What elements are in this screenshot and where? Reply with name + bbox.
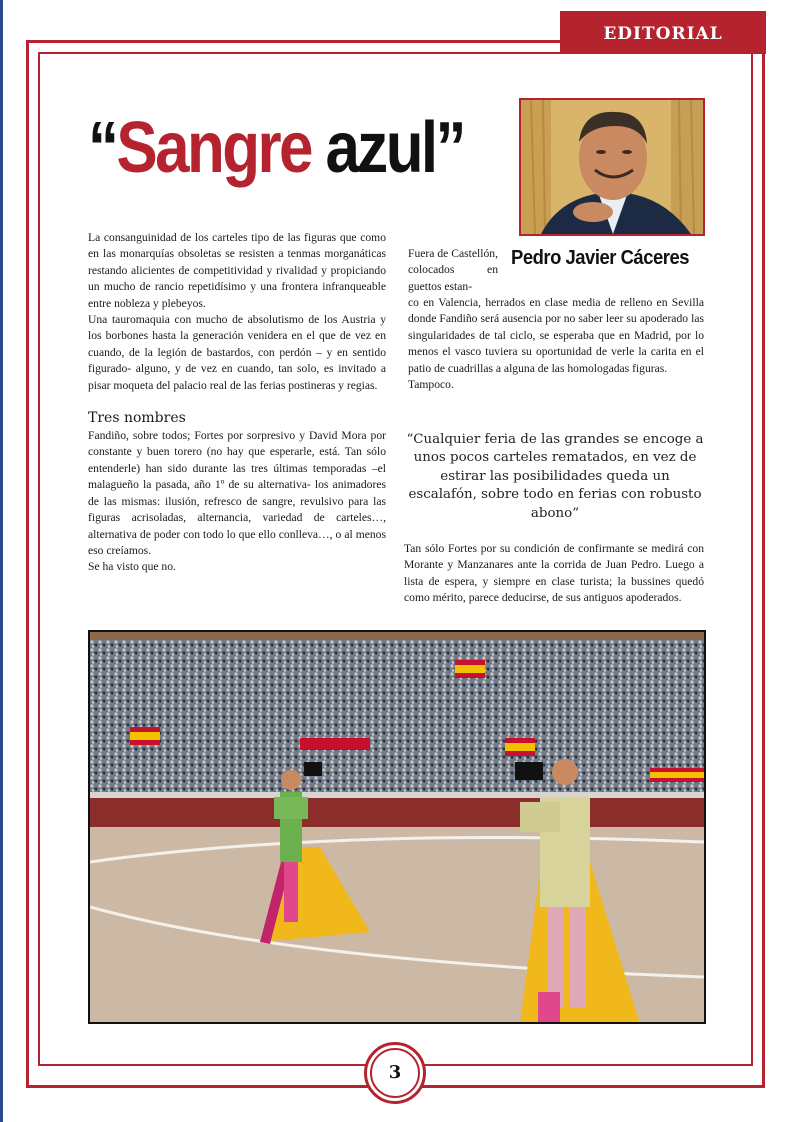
paragraph: Una tauromaquia con mucho de absolutismo de los Austria y los borbones hasta la generación venidera en el que de vez en cuando, de la legión de bastardos, con perdón – y en sentido figurado- alguno, y de vez en cuando, tan solo, es invitado a pisar moqueta del palacio real de las ferias postineras y regias.: [88, 313, 386, 392]
page-edge-strip: [0, 0, 3, 1122]
paragraph: La consanguinidad de los carteles tipo de las figuras que como en las monarquías obsoletas se resisten a tenmas morganáticas restando alicientes de competitividad y rivalidad y propiciando un mucho de rancio repetidísimo y una frontera infranqueable entre nobleza y plebeyos.: [88, 231, 386, 310]
paragraph: Tan sólo Fortes por su condición de confirmante se medirá con Morante y Manzanares ante la corrida de Juan Pedro. Luego a lista de espera, y siempre en clase turista; la bussines quedó como mérito, parece deducirse, de sus antiguos apoderados.: [404, 542, 704, 605]
subheading: Tres nombres: [88, 410, 186, 427]
article-title: [88, 108, 464, 188]
section-tab: [560, 11, 766, 54]
paragraph: Tampoco.: [408, 378, 454, 392]
title-word-black: azul: [325, 108, 436, 188]
title-word-red: Sangre: [116, 108, 311, 188]
bullring-photo: [88, 630, 706, 1024]
paragraph: Se ha visto que no.: [88, 560, 176, 574]
title-quote-open: “: [88, 108, 117, 188]
title-quote-close: ”: [435, 108, 464, 188]
paragraph: co en Valencia, herrados en clase media de relleno en Sevilla donde Fandiño será ausencia por no saber leer su apoderado las singularidades de tal ciclo, se esperaba que en Madrid, por lo menos el vasco tuviera su oportunidad de verle la carita en el patio de cuadrillas a alguna de las homologadas figuras.: [408, 296, 704, 375]
page-number: 3: [370, 1048, 420, 1098]
column-left: [88, 230, 386, 576]
author-name: Pedro Javier Cáceres: [511, 247, 689, 269]
author-photo: [519, 98, 705, 236]
section-label: EDITORIAL: [603, 24, 723, 44]
paragraph: Fandiño, sobre todos; Fortes por sorpresivo y David Mora por constante y buen torero (no hay que esperarle, está. Tan sólo entenderle) han sido durante las tres últimas temporadas –el malagueño la pasada, año 1º de su alternativa- los animadores de las mismas: ilusión, refresco de sangre, revulsivo para las figuras acrisoladas, alternancia, variedad de carteles…, alternativa de poder con todo lo que ello conlleva…, o al menos eso creíamos.: [88, 429, 386, 557]
spacer: [88, 394, 386, 408]
pull-quote: “Cualquier feria de las grandes se encoge a unos pocos carteles rematados, en vez de estirar las posibilidades queda un escalafón, sobre todo en ferias con robusto abono”: [406, 432, 704, 521]
column-right-lead: Fuera de Castellón, colocados en guettos estan-: [408, 247, 498, 293]
column-right-bottom: [404, 541, 704, 607]
column-right: [408, 295, 704, 393]
